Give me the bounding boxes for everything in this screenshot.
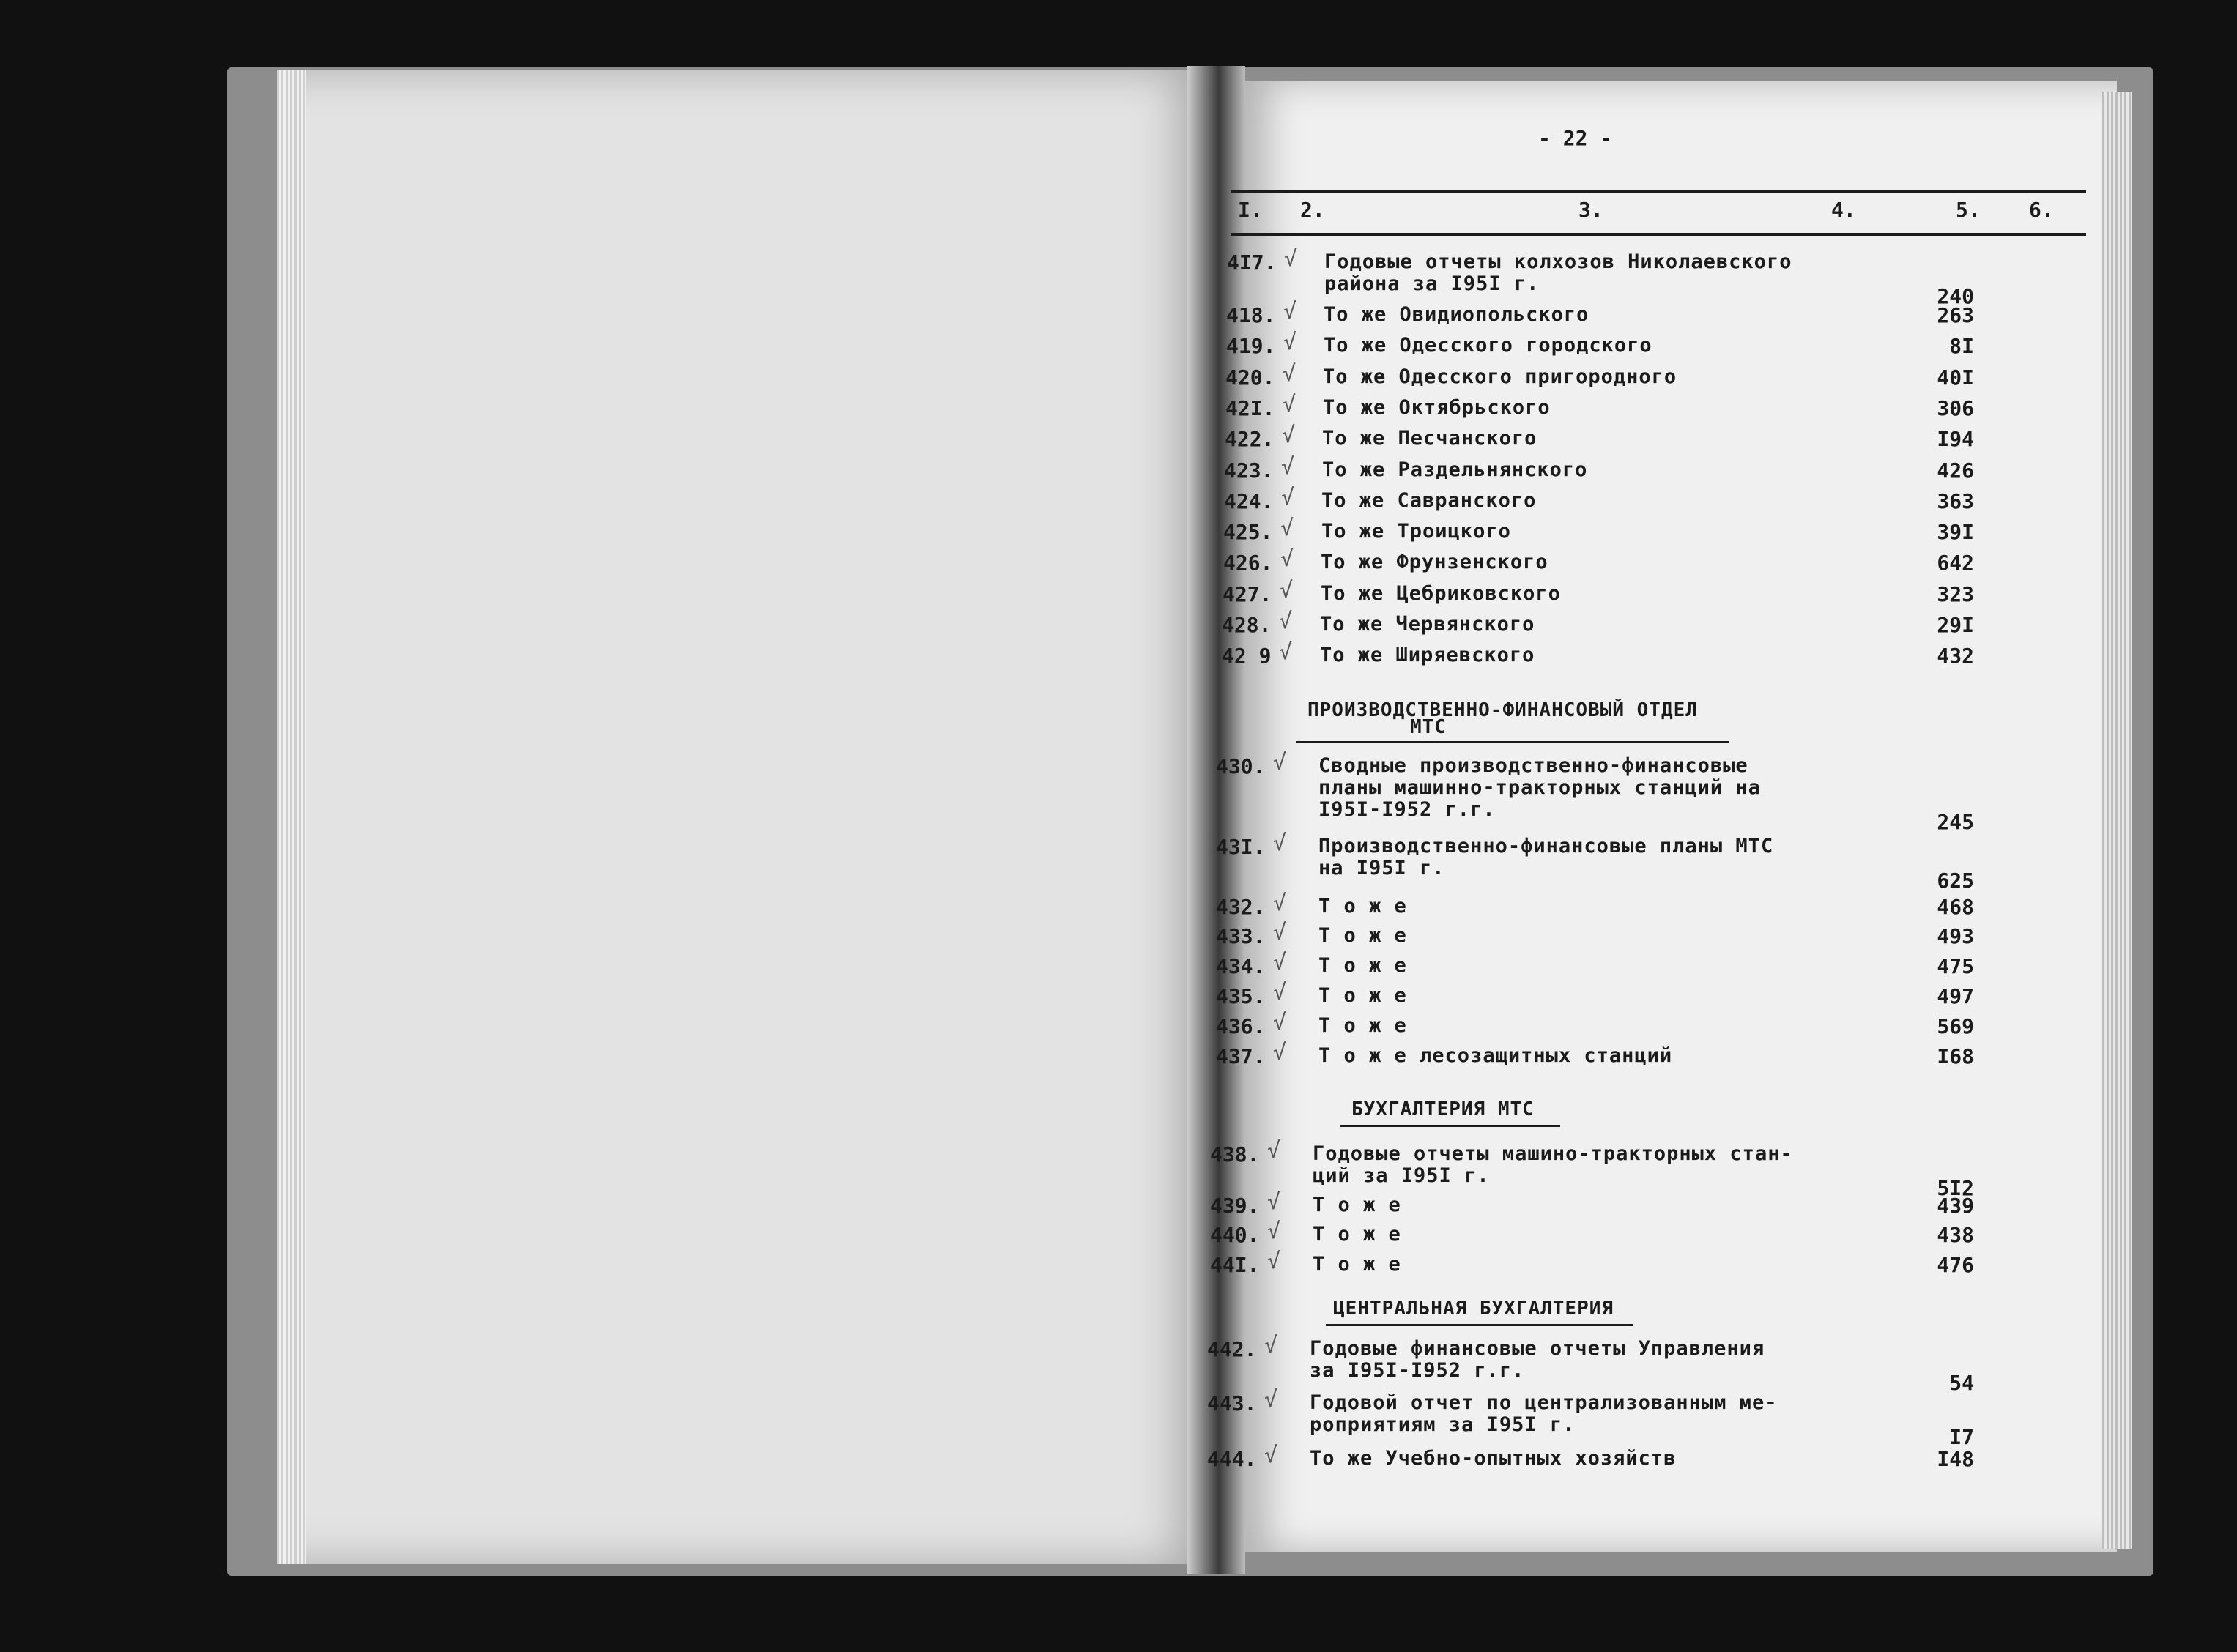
check-mark: √ xyxy=(1280,546,1294,573)
entry-number: 42I. xyxy=(1225,395,1275,420)
entry-description: Годовые отчеты машино-тракторных стан- xyxy=(1313,1142,1793,1165)
entry-number: 418. xyxy=(1226,303,1276,327)
entry-description: Годовые финансовые отчеты Управления xyxy=(1310,1337,1765,1360)
col-header-4: 4. xyxy=(1831,198,1856,222)
entry-description: Т о ж е лесозащитных станций xyxy=(1318,1044,1673,1067)
entry-number: 419. xyxy=(1226,334,1276,359)
entry-number: 423. xyxy=(1224,458,1274,483)
entry-number: 433. xyxy=(1216,924,1266,948)
entry-number: 434. xyxy=(1216,954,1266,978)
entry-number: 43I. xyxy=(1216,835,1266,859)
entry-number: 428. xyxy=(1222,613,1272,637)
check-mark: √ xyxy=(1273,830,1287,856)
check-mark: √ xyxy=(1279,639,1293,666)
entry-description: Т о ж е xyxy=(1313,1194,1401,1216)
entry-number: 439. xyxy=(1210,1194,1260,1218)
entry-description: То же Фрунзенского xyxy=(1321,551,1548,574)
entry-sheet-count: 306 xyxy=(1937,395,1974,420)
check-mark: √ xyxy=(1273,980,1287,1005)
entry-description: То же Троицкого xyxy=(1321,520,1511,543)
entry-sheet-count: 240 xyxy=(1937,284,1974,308)
entry-number: 437. xyxy=(1216,1044,1266,1068)
entry-sheet-count: I94 xyxy=(1937,427,1974,452)
section-underline xyxy=(1340,1125,1560,1127)
entry-description: То же Овидиопольского xyxy=(1324,303,1589,326)
check-mark: √ xyxy=(1264,1333,1278,1358)
entry-number: 444. xyxy=(1207,1447,1257,1471)
entry-description: за I95I-I952 г.г. xyxy=(1310,1359,1525,1382)
entry-sheet-count: 39I xyxy=(1937,520,1974,545)
check-mark: √ xyxy=(1267,1189,1281,1215)
check-mark: √ xyxy=(1283,360,1296,387)
entry-sheet-count: I68 xyxy=(1937,1044,1974,1068)
entry-sheet-count: 5I2 xyxy=(1937,1176,1974,1200)
entry-description: То же Октябрьского xyxy=(1323,395,1551,419)
header-rule-bottom xyxy=(1231,233,2086,236)
check-mark: √ xyxy=(1280,577,1294,603)
entry-number: 426. xyxy=(1223,551,1273,576)
entry-description: I95I-I952 г.г. xyxy=(1318,798,1496,821)
section-mts-accounting: БУХГАЛТЕРИЯ МТС xyxy=(1351,1098,1535,1120)
entry-number: 443. xyxy=(1207,1391,1257,1415)
check-mark: √ xyxy=(1281,453,1295,480)
entry-description: Годовой отчет по централизованным ме- xyxy=(1310,1391,1778,1414)
right-page-edges xyxy=(2102,92,2132,1549)
entry-description: Т о ж е xyxy=(1318,1014,1407,1037)
entry-number: 424. xyxy=(1224,488,1274,513)
check-mark: √ xyxy=(1280,516,1294,542)
col-header-1: I. xyxy=(1238,198,1263,222)
col-header-3: 3. xyxy=(1578,198,1603,222)
section-central-accounting: ЦЕНТРАЛЬНАЯ БУХГАЛТЕРИЯ xyxy=(1333,1298,1614,1320)
entry-description: Т о ж е xyxy=(1313,1223,1401,1246)
entry-number: 425. xyxy=(1223,520,1273,545)
entry-sheet-count: 363 xyxy=(1937,488,1974,513)
entry-description: роприятиям за I95I г. xyxy=(1310,1413,1576,1436)
entry-sheet-count: 8I xyxy=(1949,334,1974,359)
section-production-finance-line2: МТС xyxy=(1410,716,1447,738)
entry-sheet-count: 468 xyxy=(1937,895,1974,919)
entry-sheet-count: 438 xyxy=(1937,1223,1974,1247)
entry-description: Т о ж е xyxy=(1318,954,1407,977)
check-mark: √ xyxy=(1267,1218,1281,1244)
entry-sheet-count: I7 xyxy=(1949,1425,1974,1449)
check-mark: √ xyxy=(1267,1249,1281,1274)
entry-description: планы машинно-тракторных станций на xyxy=(1318,776,1761,799)
entry-number: 442. xyxy=(1207,1337,1257,1361)
check-mark: √ xyxy=(1264,1443,1278,1468)
entry-description: Т о ж е xyxy=(1318,895,1407,918)
entry-sheet-count: 625 xyxy=(1937,868,1974,893)
entry-number: 432. xyxy=(1216,895,1266,919)
entry-number: 438. xyxy=(1210,1142,1260,1167)
entry-number: 440. xyxy=(1210,1223,1260,1247)
section-underline xyxy=(1326,1324,1633,1326)
check-mark: √ xyxy=(1283,330,1297,356)
header-rule-top xyxy=(1231,190,2086,193)
entry-sheet-count: 432 xyxy=(1937,644,1974,669)
entry-number: 435. xyxy=(1216,984,1266,1008)
entry-description: То же Песчанского xyxy=(1322,427,1537,450)
entry-sheet-count: 263 xyxy=(1937,303,1974,327)
entry-description: То же Раздельнянского xyxy=(1322,458,1588,481)
check-mark: √ xyxy=(1283,299,1297,324)
entry-sheet-count: 245 xyxy=(1937,810,1974,834)
entry-sheet-count: I48 xyxy=(1937,1447,1974,1471)
entry-sheet-count: 29I xyxy=(1937,613,1974,637)
entry-description: Т о ж е xyxy=(1318,924,1407,947)
check-mark: √ xyxy=(1281,484,1295,510)
entry-sheet-count: 569 xyxy=(1937,1014,1974,1038)
col-header-2: 2. xyxy=(1300,198,1325,222)
entry-number: 436. xyxy=(1216,1014,1266,1038)
check-mark: √ xyxy=(1273,1010,1287,1035)
check-mark: √ xyxy=(1279,609,1293,634)
entry-number: 42 9 xyxy=(1222,644,1272,669)
left-page-blank xyxy=(277,70,1207,1564)
entry-description: То же Савранского xyxy=(1321,488,1537,512)
entry-sheet-count: 497 xyxy=(1937,984,1974,1008)
entry-number: 44I. xyxy=(1210,1253,1260,1277)
check-mark: √ xyxy=(1273,920,1287,945)
entry-description: То же Червянского xyxy=(1320,613,1535,636)
entry-sheet-count: 642 xyxy=(1937,551,1974,576)
entry-description: Сводные производственно-финансовые xyxy=(1318,754,1748,777)
check-mark: √ xyxy=(1267,1138,1281,1164)
entry-sheet-count: 54 xyxy=(1949,1371,1974,1395)
entry-sheet-count: 426 xyxy=(1937,458,1974,483)
entry-number: 4I7. xyxy=(1227,250,1277,275)
check-mark: √ xyxy=(1282,423,1296,449)
entry-sheet-count: 476 xyxy=(1937,1253,1974,1277)
check-mark: √ xyxy=(1273,1040,1287,1065)
entry-number: 430. xyxy=(1216,754,1266,778)
col-header-6: 6. xyxy=(2029,198,2054,222)
entry-description: То же Цебриковского xyxy=(1321,581,1561,605)
entry-description: То же Учебно-опытных хозяйств xyxy=(1310,1447,1677,1470)
entry-description: То же Одесского городского xyxy=(1324,334,1652,357)
entry-description: Годовые отчеты колхозов Николаевского xyxy=(1324,250,1792,273)
check-mark: √ xyxy=(1273,950,1287,975)
entry-number: 427. xyxy=(1223,581,1272,606)
check-mark: √ xyxy=(1273,890,1287,916)
entry-description: района за I95I г. xyxy=(1324,272,1540,295)
entry-sheet-count: 40I xyxy=(1937,365,1974,390)
entry-sheet-count: 493 xyxy=(1937,924,1974,948)
entry-description: на I95I г. xyxy=(1318,857,1445,879)
entry-description: То же Одесского пригородного xyxy=(1323,365,1677,388)
entry-description: То же Ширяевского xyxy=(1320,644,1535,667)
section-underline xyxy=(1296,741,1729,743)
col-header-5: 5. xyxy=(1956,198,1981,222)
entry-description: Т о ж е xyxy=(1318,984,1407,1007)
page-number: - 22 - xyxy=(1538,126,1613,150)
entry-description: Производственно-финансовые планы МТС xyxy=(1318,835,1774,857)
entry-sheet-count: 439 xyxy=(1937,1194,1974,1218)
section-production-finance: ПРОИЗВОДСТВЕННО-ФИНАНСОВЫЙ ОТДЕЛ xyxy=(1307,699,1698,721)
entry-sheet-count: 323 xyxy=(1937,581,1974,606)
check-mark: √ xyxy=(1283,391,1296,417)
page-edges xyxy=(277,70,306,1564)
check-mark: √ xyxy=(1284,246,1298,272)
entry-description: ций за I95I г. xyxy=(1313,1164,1490,1187)
entry-description: Т о ж е xyxy=(1313,1253,1401,1276)
entry-sheet-count: 475 xyxy=(1937,954,1974,978)
entry-number: 422. xyxy=(1225,427,1275,452)
entry-number: 420. xyxy=(1225,365,1275,390)
check-mark: √ xyxy=(1273,750,1287,775)
check-mark: √ xyxy=(1264,1387,1278,1413)
